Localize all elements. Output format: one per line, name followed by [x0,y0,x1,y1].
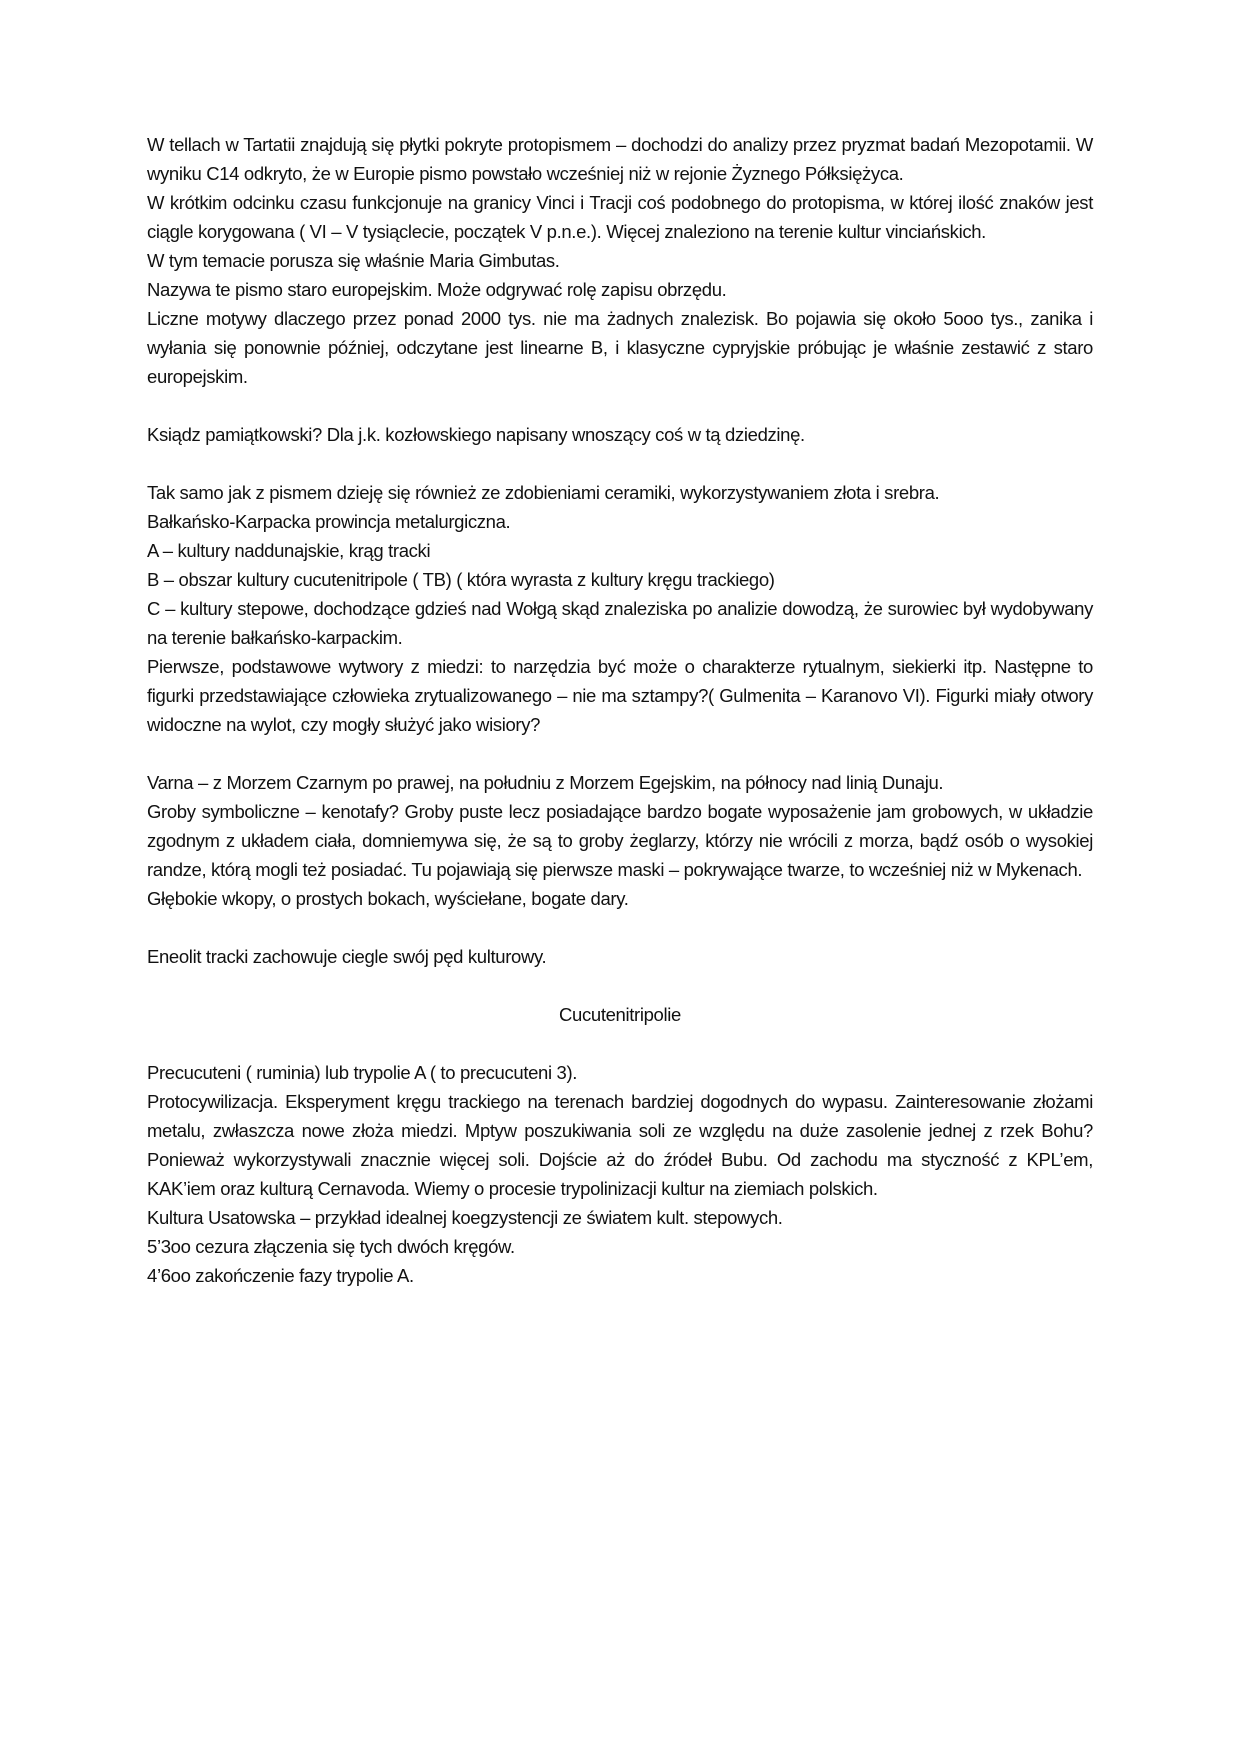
blank-line [147,971,1093,1000]
paragraph: Liczne motywy dlaczego przez ponad 2000 tys. nie ma żadnych znalezisk. Bo pojawia się około 5ooo tys., zanika i wyłania się ponownie później, odczytane jest linearne B, i klasyczne cypryjskie próbując je właśnie zestawić z staro europejskim. [147,308,1093,387]
paragraph: Bałkańsko-Karpacka prowincja metalurgiczna. [147,511,511,532]
paragraph: Ksiądz pamiątkowski? Dla j.k. kozłowskiego napisany wnoszący coś w tą dziedzinę. [147,424,805,445]
paragraph: W tellach w Tartatii znajdują się płytki pokryte protopismem – dochodzi do analizy przez pryzmat badań Mezopotamii. W wyniku C14 odkryto, że w Europie pismo powstało wcześniej niż w rejonie Żyznego Półksiężyca. [147,134,1093,184]
paragraph: Varna – z Morzem Czarnym po prawej, na południu z Morzem Egejskim, na północy nad linią Dunaju. [147,772,944,793]
list-item-c: C – kultury stepowe, dochodzące gdzieś nad Wołgą skąd znaleziska po analizie dowodzą, że surowiec był wydobywany na terenie bałkańsko-karpackim. [147,598,1093,648]
blank-line [147,391,1093,420]
paragraph: Nazywa te pismo staro europejskim. Może odgrywać rolę zapisu obrzędu. [147,279,727,300]
blank-line [147,913,1093,942]
paragraph: Eneolit tracki zachowuje ciegle swój pęd kulturowy. [147,946,547,967]
paragraph: 5’3oo cezura złączenia się tych dwóch kręgów. [147,1236,515,1257]
paragraph: Pierwsze, podstawowe wytwory z miedzi: to narzędzia być może o charakterze rytualnym, siekierki itp. Następne to figurki przedstawiające człowieka zrytualizowanego – nie ma sztampy?( Gulmenita – Karanovo VI). Figurki miały otwory widoczne na wylot, czy mogły służyć jako wisiory? [147,656,1093,735]
blank-line [147,449,1093,478]
section-heading: Cucutenitripolie [559,1004,681,1025]
blank-line [147,1029,1093,1058]
paragraph: Protocywilizacja. Eksperyment kręgu trackiego na terenach bardziej dogodnych do wypasu. Zainteresowanie złożami metalu, zwłaszcza nowe złoża miedzi. Mptyw poszukiwania soli ze względu na duże zasolenie jednej z rzek Bohu? Ponieważ wykorzystywali znacznie więcej soli. Dojście aż do źródeł Bubu. Od zachodu ma styczność z KPL’em, KAK’iem oraz kulturą Cernavoda. Wiemy o procesie trypolinizacji kultur na ziemiach polskich. [147,1091,1093,1199]
paragraph: Kultura Usatowska – przykład idealnej koegzystencji ze światem kult. stepowych. [147,1207,783,1228]
paragraph: Precucuteni ( ruminia) lub trypolie A ( to precucuteni 3). [147,1062,578,1083]
paragraph: W krótkim odcinku czasu funkcjonuje na granicy Vinci i Tracji coś podobnego do protopisma, w której ilość znaków jest ciągle korygowana ( VI – V tysiąclecie, początek V p.n.e.). Więcej znaleziono na terenie kultur vinciańskich. [147,192,1093,242]
paragraph: W tym temacie porusza się właśnie Maria Gimbutas. [147,250,560,271]
document-page [147,130,1093,1290]
paragraph: Groby symboliczne – kenotafy? Groby puste lecz posiadające bardzo bogate wyposażenie jam grobowych, w układzie zgodnym z układem ciała, domniemywa się, że są to groby żeglarzy, którzy nie wrócili z morza, bądź osób o wysokiej randze, którą mogli też posiadać. Tu pojawiają się pierwsze maski – pokrywające twarze, to wcześniej niż w Mykenach. [147,801,1093,880]
paragraph: Głębokie wkopy, o prostych bokach, wyściełane, bogate dary. [147,888,629,909]
list-item-b: B – obszar kultury cucutenitripole ( TB) ( która wyrasta z kultury kręgu trackiego) [147,569,775,590]
list-item-a: A – kultury naddunajskie, krąg tracki [147,540,431,561]
blank-line [147,739,1093,768]
paragraph: Tak samo jak z pismem dzieję się również ze zdobieniami ceramiki, wykorzystywaniem złota i srebra. [147,482,940,503]
paragraph: 4’6oo zakończenie fazy trypolie A. [147,1265,414,1286]
